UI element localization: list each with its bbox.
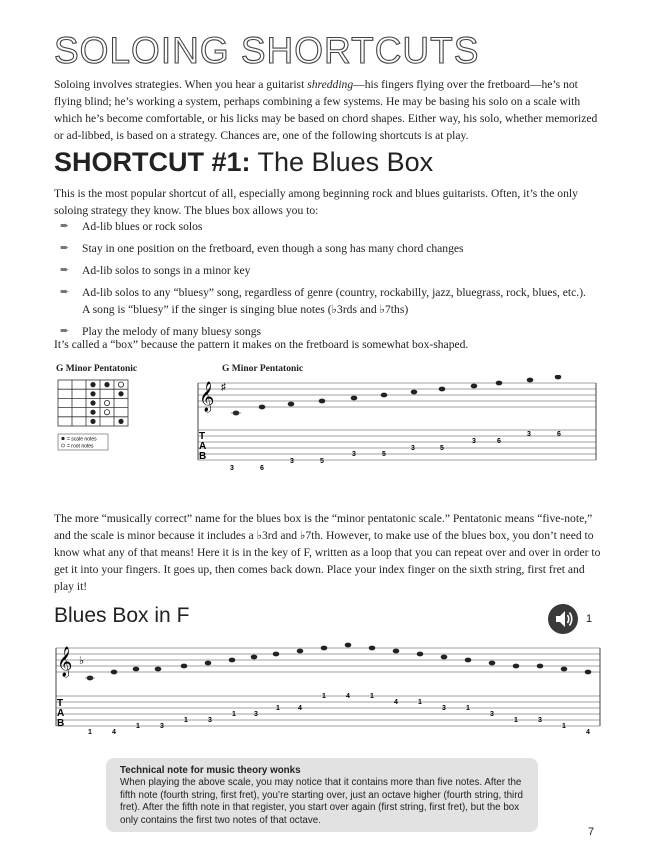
tab-number: 3 (490, 711, 494, 718)
tab-number: 5 (320, 458, 324, 465)
tab-number: 6 (497, 438, 501, 445)
tab-number: 3 (538, 717, 542, 724)
tab-number: 6 (557, 431, 561, 438)
treble-clef-icon: 𝄞 (199, 381, 215, 411)
tab-number: 3 (472, 438, 476, 445)
arrow-icon: ➨ (60, 286, 70, 298)
list-item (54, 218, 594, 235)
tab-number: 1 (136, 723, 140, 730)
bullet-text: Ad-lib solos to songs in a minor key (82, 264, 251, 277)
tab-number: 3 (290, 458, 294, 465)
tab-number: 1 (232, 711, 236, 718)
tab-number: 3 (254, 711, 258, 718)
intro-italic: shredding (307, 78, 354, 91)
bullet-list (54, 218, 594, 345)
list-item (54, 284, 594, 318)
shortcut-heading-rest: The Blues Box (250, 147, 434, 177)
blues-box-f-notation (54, 640, 602, 740)
tab-number: 3 (527, 431, 531, 438)
page-title: SOLOING SHORTCUTS (54, 30, 480, 71)
sharp-icon: ♯ (221, 382, 226, 393)
bullet-text: Play the melody of many bluesy songs (82, 325, 262, 338)
g-minor-notation (194, 375, 598, 475)
fretboard-diagram (54, 378, 144, 453)
legend-root: = root notes (67, 443, 94, 450)
tab-number: 6 (260, 465, 264, 472)
intro-text-1: Soloing involves strategies. When you hear a guitarist (54, 78, 308, 91)
tab-number: 5 (382, 451, 386, 458)
tab-number: 1 (184, 717, 188, 724)
tab-letter-b: B (199, 451, 207, 462)
tab-number: 1 (276, 705, 280, 712)
flat-icon: ♭ (79, 655, 85, 667)
arrow-icon: ➨ (60, 325, 70, 337)
tab-number: 1 (418, 699, 422, 706)
tab-number: 1 (370, 693, 374, 700)
arrow-icon: ➨ (60, 220, 70, 232)
diagram-label: G Minor Pentatonic (56, 364, 138, 374)
tab-letter-t: T (199, 431, 206, 442)
tab-number: 1 (562, 723, 566, 730)
tab-number: 4 (298, 705, 302, 712)
tab-number: 1 (514, 717, 518, 724)
treble-clef-icon: 𝄞 (57, 646, 73, 676)
shortcut-heading (54, 147, 433, 178)
list-item (54, 262, 594, 279)
bullet-text: Ad-lib solos to any “bluesy” song, regardless of genre (country, rockabilly, jazz, bluegrass, rock, blues, etc.). A song is “bluesy” if the singer is singing blue notes (♭3rds and ♭7ths) (82, 286, 586, 316)
speaker-icon (548, 604, 578, 634)
tab-letter-a: A (199, 441, 207, 452)
intro-text-2: —his fingers flying over the fretboard—he’s not flying blind; he’s working a system, perhaps combining a few systems. He may be basing his solo on a scale with which he’s become comfortable, or his licks may be based on chord shapes. Either way, his solo, whether memorized or ad-libbed, is based on a strategy. Chances are, one of the following shortcuts is at play. (54, 78, 598, 142)
box-shaped-text: It’s called a “box” because the pattern it makes on the fretboard is somewhat box-shaped. (54, 338, 469, 351)
arrow-icon: ➨ (60, 264, 70, 276)
tab-number: 4 (394, 699, 398, 706)
track-number: 1 (586, 613, 593, 625)
tab-number: 4 (112, 729, 116, 736)
list-item (54, 240, 594, 257)
bullet-text: Ad-lib blues or rock solos (82, 220, 203, 233)
tab-letter-t: T (57, 698, 64, 709)
legend-scale: = scale notes (67, 436, 97, 443)
tab-number: 3 (160, 723, 164, 730)
tab-letter-b: B (57, 718, 65, 729)
tab-number: 3 (230, 465, 234, 472)
tab-number: 1 (466, 705, 470, 712)
bullet-text: Stay in one position on the fretboard, even though a song has many chord changes (82, 242, 464, 255)
shortcut-heading-bold: SHORTCUT #1: (54, 147, 251, 177)
tab-number: 3 (411, 445, 415, 452)
blues-box-intro: This is the most popular shortcut of all, especially among beginning rock and blues guitarists. Often, it’s the only soloing strategy they know. The blues box allows you to: (54, 187, 578, 217)
arrow-icon: ➨ (60, 242, 70, 254)
tab-number: 5 (440, 445, 444, 452)
tab-number: 4 (586, 729, 590, 736)
intro-paragraph (54, 76, 602, 144)
tab-number: 4 (346, 693, 350, 700)
technical-note-box (106, 758, 538, 832)
blues-box-f-heading: Blues Box in F (54, 604, 190, 627)
technical-note-title: Technical note for music theory wonks (120, 765, 301, 776)
tab-number: 3 (352, 451, 356, 458)
notation-label: G Minor Pentatonic (222, 364, 304, 374)
minor-pentatonic-paragraph: The more “musically correct” name for the blues box is the “minor pentatonic scale.” Pentatonic means “five-note,” and the scale is minor because it includes a ♭3rd and ♭7th. However, to make use of the blues box, you don’t need to know what any of that means! Here it is in the key of F, written as a loop that you can repeat over and over in order to get it into your fingers. It goes up, then comes back down. Place your index finger on the sixth string, first fret and play it! (54, 512, 601, 593)
tab-number: 1 (88, 729, 92, 736)
audio-speaker-icon[interactable] (548, 604, 578, 634)
tab-letter-a: A (57, 708, 65, 719)
tab-number: 1 (322, 693, 326, 700)
page-number: 7 (588, 826, 595, 838)
tab-number: 3 (442, 705, 446, 712)
tab-number: 3 (208, 717, 212, 724)
technical-note-body: When playing the above scale, you may notice that it contains more than five notes. After the fifth note (fourth string, first fret), you’re starting over, just an octave higher (fourth string, third fret). After the fifth note in that register, you start over again (first string, first fret), but the box only contains the first two notes of that octave. (120, 777, 523, 826)
